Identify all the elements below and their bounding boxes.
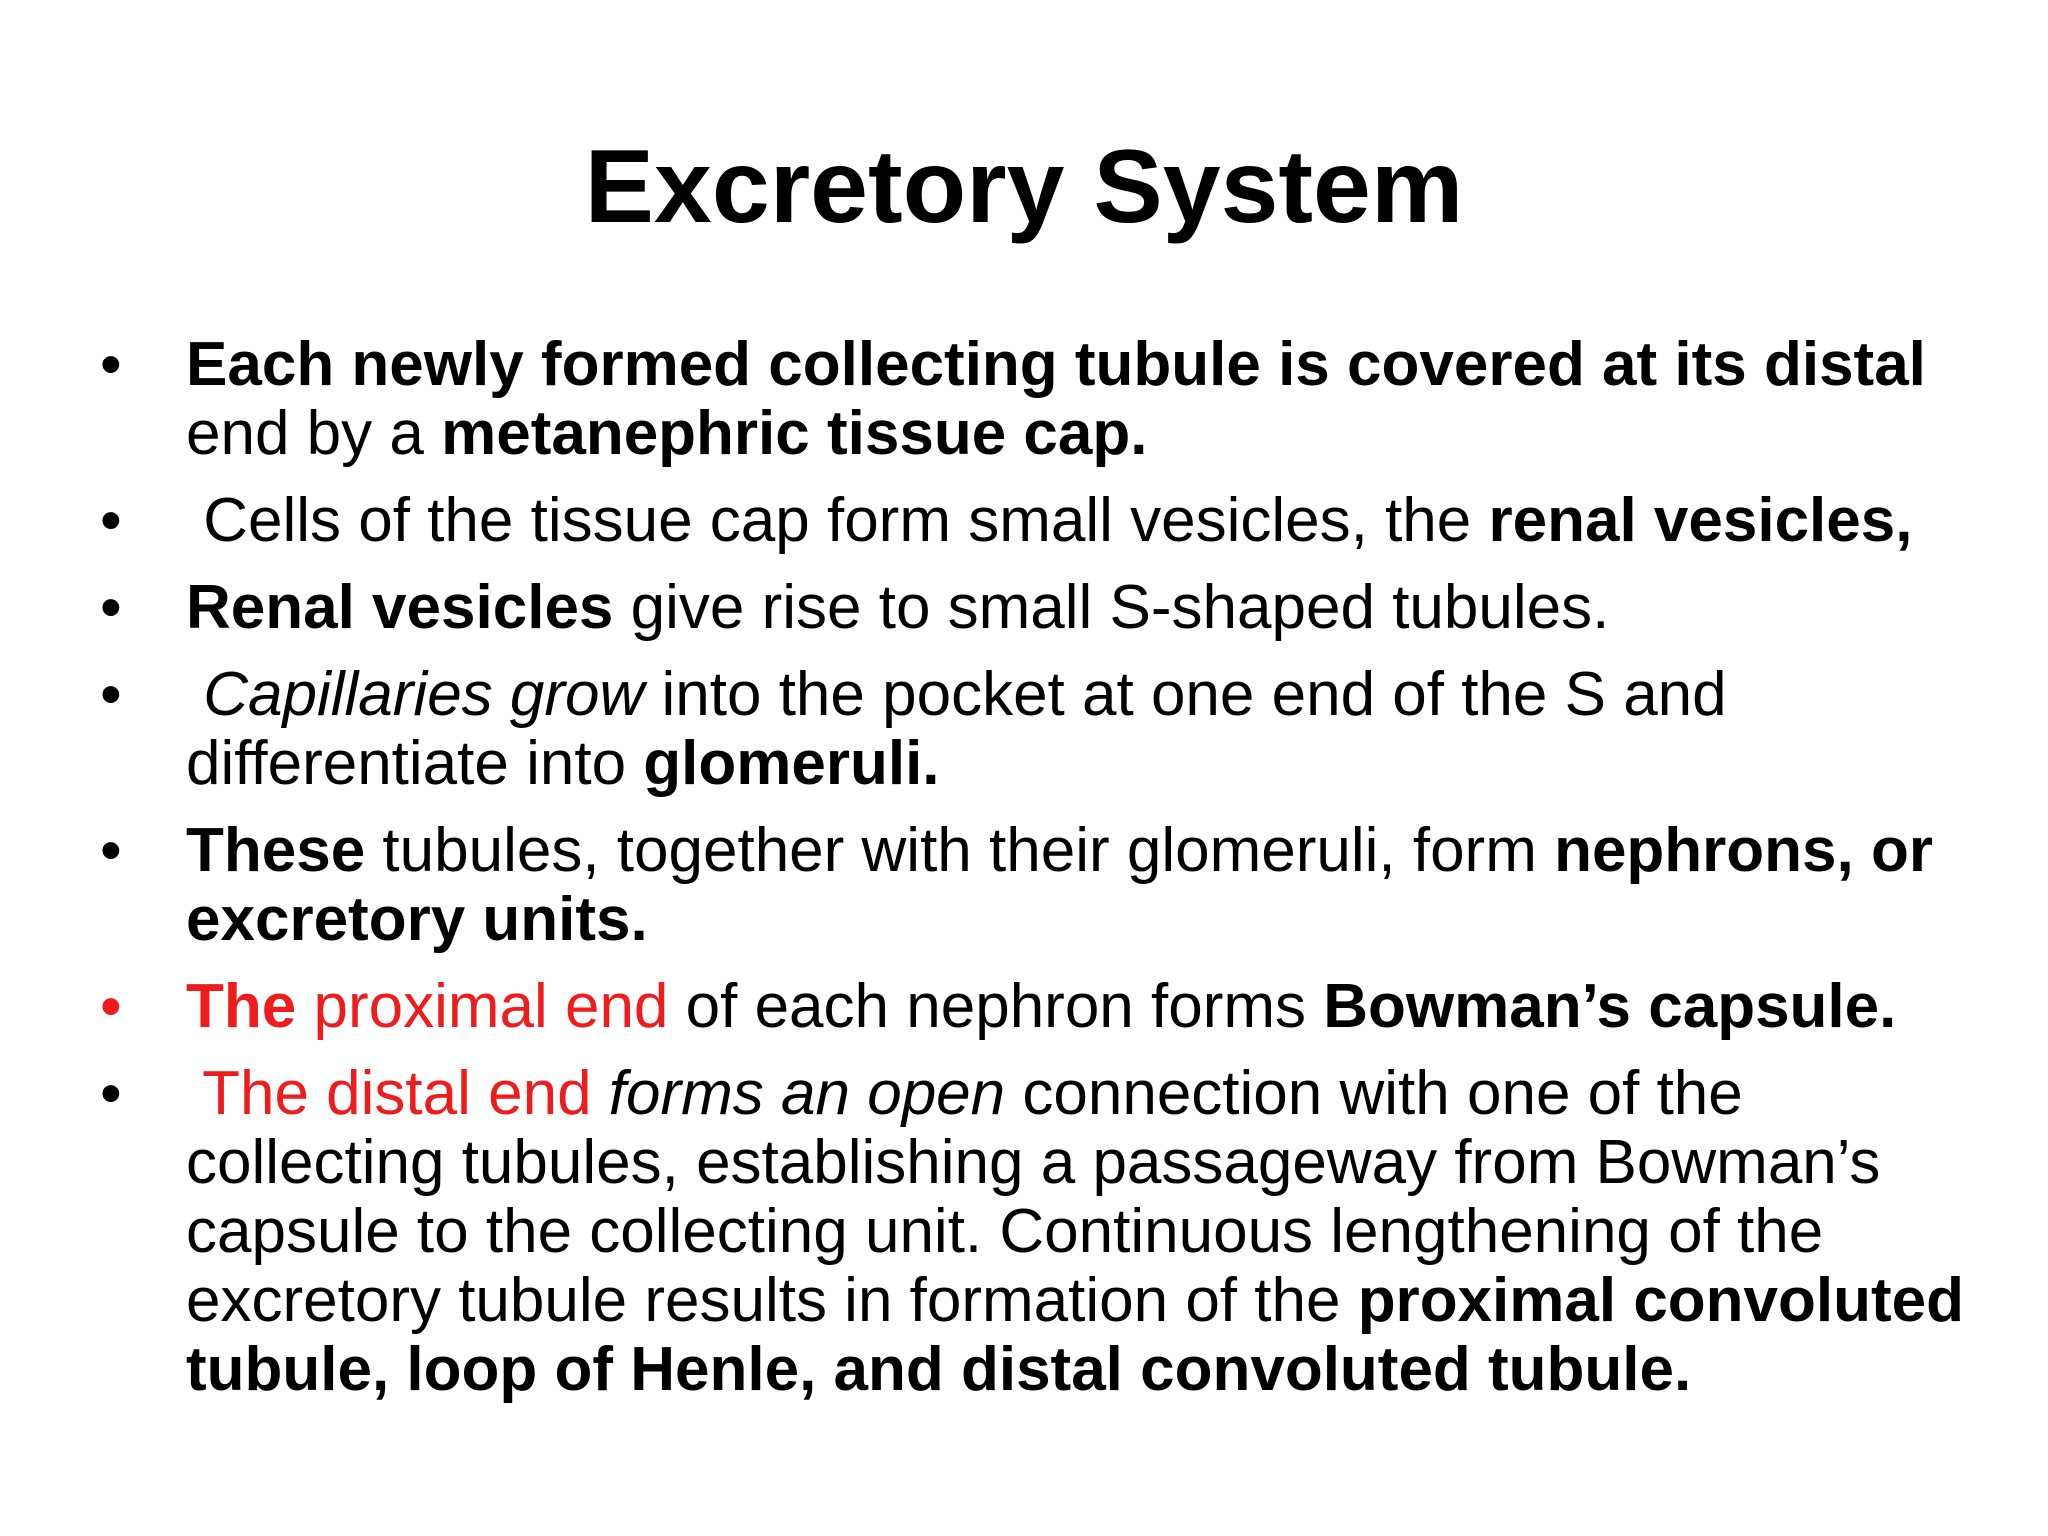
bullet-item [100, 486, 2000, 555]
bullet-item [100, 573, 2000, 642]
bullet-text [186, 1059, 1964, 1404]
text-segment: The [186, 972, 297, 1041]
text-segment: connection with one of the collecting tubules, establishing a passageway from Bowman’s capsule to the collecting unit. Continuous lengthening of the excretory tubule results in formation of the [186, 1059, 1881, 1335]
text-segment: into the pocket at one end of the S and differentiate into [186, 660, 1727, 798]
text-segment: Capillaries grow [186, 660, 645, 729]
text-segment: proximal convoluted tubule, loop of Henle, and distal convoluted tubule. [186, 1266, 1965, 1404]
text-segment: These [186, 816, 366, 885]
text-segment: Cells of the tissue cap form small vesicles, the [186, 486, 1489, 555]
text-segment: The distal end [186, 1059, 592, 1128]
bullet-text [186, 972, 1896, 1041]
bullet-marker: • [100, 816, 122, 885]
bullet-item [100, 972, 2000, 1041]
text-segment: forms an open [591, 1059, 1006, 1128]
text-segment: metanephric tissue cap. [441, 399, 1148, 468]
text-segment: renal vesicles, [1488, 486, 1913, 555]
bullet-marker: • [100, 573, 122, 642]
text-segment: give rise to small S-shaped tubules. [613, 573, 1610, 642]
text-segment: Bowman’s capsule. [1323, 972, 1897, 1041]
bullet-marker: • [100, 486, 122, 555]
text-segment: Each newly formed collecting tubule is covered at its distal [186, 330, 1926, 399]
slide-title: Excretory System [584, 129, 1464, 245]
bullet-item [100, 660, 2000, 798]
bullet-text [186, 330, 1926, 468]
text-segment: Renal vesicles [186, 573, 614, 642]
text-segment: glomeruli. [643, 729, 940, 798]
text-segment: nephrons, or excretory units. [186, 816, 1933, 954]
bullet-text [186, 816, 1933, 954]
bullet-text [186, 486, 1912, 555]
bullet-text [186, 660, 1727, 798]
bullet-marker: • [100, 330, 122, 399]
bullet-marker: • [100, 972, 122, 1041]
bullet-marker: • [100, 660, 122, 729]
bullet-item [100, 1059, 2000, 1404]
text-segment: proximal end [296, 972, 669, 1041]
bullet-item [100, 816, 2000, 954]
text-segment: tubules, together with their glomeruli, form [365, 816, 1555, 885]
bullet-item [100, 330, 2000, 468]
text-segment: of each nephron forms [668, 972, 1324, 1041]
bullet-text [186, 573, 1609, 642]
bullet-list [100, 330, 2000, 1422]
bullet-marker: • [100, 1059, 122, 1128]
text-segment: end by a [186, 399, 442, 468]
